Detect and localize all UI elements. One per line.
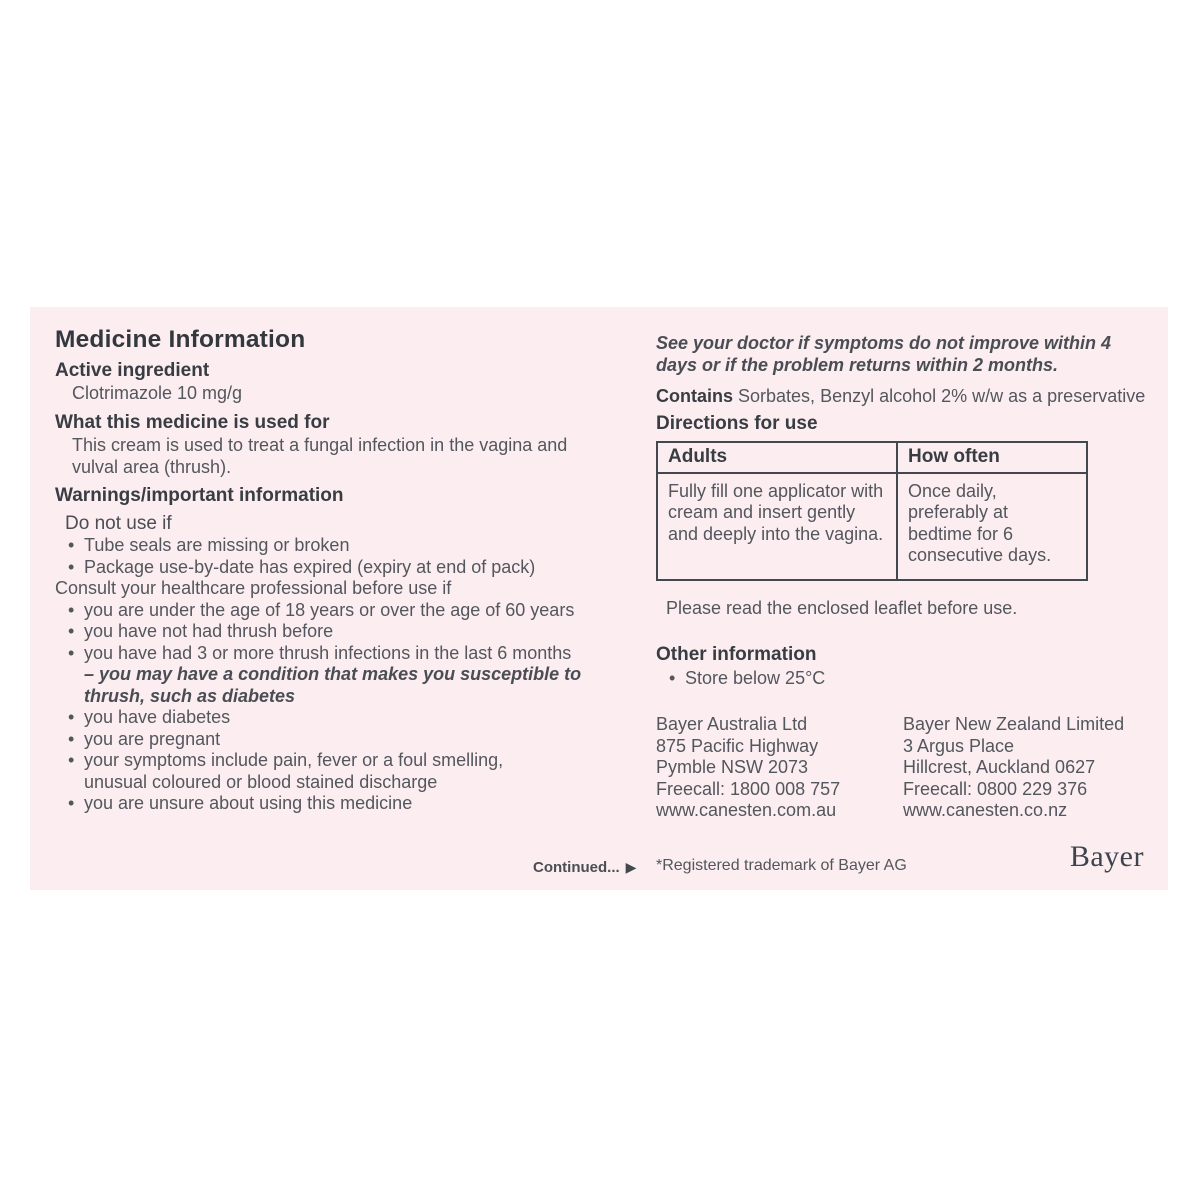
list-item: • you are under the age of 18 years or over the age of 60 years <box>55 600 590 622</box>
table-header-how-often: How often <box>897 442 1087 473</box>
list-item: • Tube seals are missing or broken <box>55 535 590 557</box>
contains-text: Sorbates, Benzyl alcohol 2% w/w as a preservative <box>733 386 1146 406</box>
table-header-adults: Adults <box>657 442 897 473</box>
list-item: • your symptoms include pain, fever or a foul smelling, unusual coloured or blood stained discharge <box>55 750 514 793</box>
table-row <box>657 473 1087 580</box>
table-cell-how-often: Once daily, preferably at bedtime for 6 consecutive days. <box>897 473 1087 580</box>
list-item <box>55 643 590 708</box>
continued-indicator <box>533 859 636 876</box>
address-line: Bayer New Zealand Limited <box>903 714 1125 734</box>
doctor-advice-text: See your doctor if symptoms do not improve within 4 days or if the problem returns within 2 months. <box>656 333 1112 375</box>
thrush-note: – you may have a condition that makes you susceptible to thrush, such as diabetes <box>84 664 582 706</box>
address-line: Hillcrest, Auckland 0627 <box>903 757 1096 777</box>
address-line: Bayer Australia Ltd <box>656 714 808 734</box>
used-for-text: This cream is used to treat a fungal infection in the vagina and vulval area (thrush). <box>72 435 568 477</box>
address-new-zealand <box>903 714 1150 822</box>
leaflet-note: Please read the enclosed leaflet before use. <box>666 597 1018 618</box>
bayer-logo: Bayer <box>1069 840 1144 873</box>
address-australia <box>656 714 903 822</box>
list-item: • you are pregnant <box>55 729 590 751</box>
table-cell-adults: Fully fill one applicator with cream and insert gently and deeply into the vagina. <box>657 473 897 580</box>
address-line: Freecall: 1800 008 757 <box>656 778 841 799</box>
list-item: • you have diabetes <box>55 707 590 729</box>
address-line: www.canesten.co.nz <box>903 800 1068 820</box>
other-information-heading: Other information <box>656 644 817 665</box>
active-ingredient-value: Clotrimazole 10 mg/g <box>72 383 243 403</box>
active-ingredient-heading: Active ingredient <box>55 359 210 381</box>
page-title: Medicine Information <box>55 326 306 353</box>
list-item: • you are unsure about using this medicine <box>55 793 590 815</box>
contains-label: Contains <box>656 386 734 406</box>
address-blocks <box>656 714 1151 822</box>
list-item: • Package use-by-date has expired (expiry at end of pack) <box>55 557 590 579</box>
list-item: • Store below 25°C <box>656 668 1151 690</box>
consult-heading: Consult your healthcare professional before use if <box>55 578 452 598</box>
right-column <box>656 333 1151 822</box>
used-for-heading: What this medicine is used for <box>55 411 330 433</box>
address-line: Freecall: 0800 229 376 <box>903 778 1088 799</box>
do-not-use-heading: Do not use if <box>65 512 172 534</box>
address-line: Pymble NSW 2073 <box>656 757 809 777</box>
directions-table <box>656 441 1088 581</box>
left-column <box>55 326 590 815</box>
list-item: • you have not had thrush before <box>55 621 590 643</box>
other-information-list <box>656 668 1151 690</box>
address-line: 875 Pacific Highway <box>656 735 819 756</box>
consult-list <box>55 600 590 815</box>
address-line: 3 Argus Place <box>903 735 1015 756</box>
list-item-text: you have had 3 or more thrush infections in the last 6 months <box>84 642 572 663</box>
warnings-heading: Warnings/important information <box>55 485 344 506</box>
contains-line <box>656 386 1151 408</box>
directions-heading: Directions for use <box>656 412 818 434</box>
do-not-use-list <box>55 535 590 578</box>
table-header-row <box>657 442 1087 473</box>
medicine-information-panel <box>30 307 1168 890</box>
address-line: www.canesten.com.au <box>656 800 837 820</box>
arrow-right-icon: ▶ <box>625 859 637 875</box>
trademark-note: *Registered trademark of Bayer AG <box>656 857 907 874</box>
continued-label: Continued... <box>533 859 620 876</box>
